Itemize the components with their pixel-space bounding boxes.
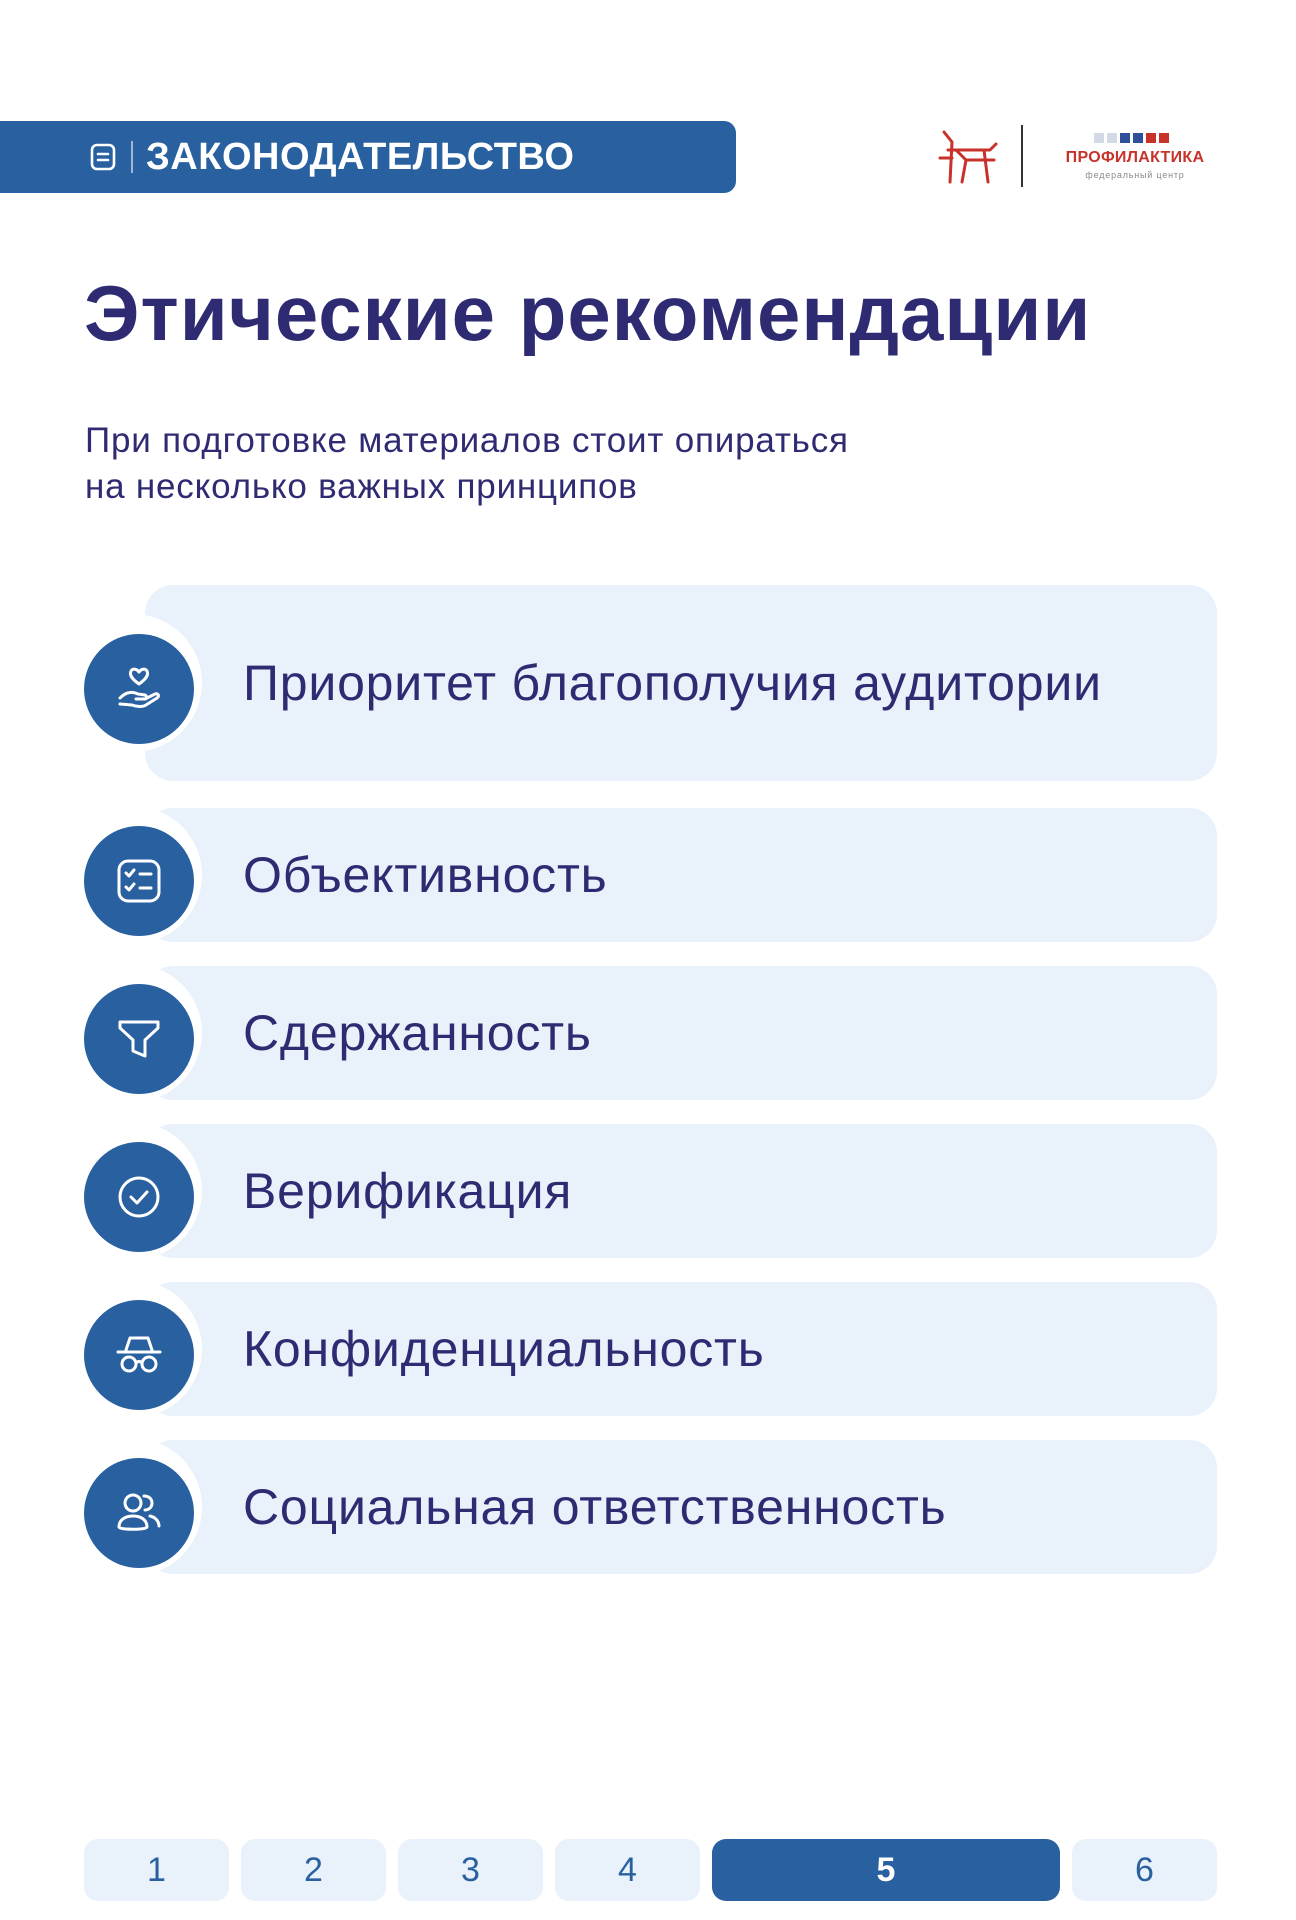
page-button-6[interactable]: 6 <box>1072 1839 1217 1901</box>
principle-label: Верификация <box>243 1163 573 1219</box>
page-button-4[interactable]: 4 <box>555 1839 700 1901</box>
subtitle-line-1: При подготовке материалов стоит опираться <box>85 421 849 460</box>
logo-name: ПРОФИЛАКТИКА <box>1065 149 1205 166</box>
principle-label: Объективность <box>243 847 608 903</box>
pagination <box>0 1839 1296 1901</box>
heart-hand-icon <box>112 662 166 716</box>
principle-card-restraint <box>145 966 1217 1100</box>
principle-card-confidentiality <box>145 1282 1217 1416</box>
logo-subtitle: федеральный центр <box>1085 170 1185 180</box>
page-button-2[interactable]: 2 <box>241 1839 386 1901</box>
subtitle <box>85 418 1065 510</box>
users-icon <box>112 1486 166 1540</box>
logo-squares <box>1094 133 1169 143</box>
chair-logo-icon <box>934 128 1000 184</box>
checklist-icon <box>112 854 166 908</box>
principle-card-objectivity <box>145 808 1217 942</box>
principle-label: Социальная ответственность <box>243 1479 947 1535</box>
principle-card-wellbeing <box>145 585 1217 781</box>
principle-icon-badge <box>64 806 202 944</box>
principle-icon-badge <box>64 1122 202 1260</box>
principle-card-social-responsibility <box>145 1440 1217 1574</box>
profilaktika-logo <box>1050 133 1220 183</box>
principle-icon-badge <box>64 964 202 1102</box>
section-label: ЗАКОНОДАТЕЛЬСТВО <box>146 136 575 178</box>
check-circle-icon <box>112 1170 166 1224</box>
principle-label: Сдержанность <box>243 1005 592 1061</box>
subtitle-line-2: на несколько важных принципов <box>85 467 638 506</box>
section-header <box>0 121 736 193</box>
page-button-5-current[interactable]: 5 <box>712 1839 1060 1901</box>
principle-icon-badge <box>64 614 202 752</box>
principle-label: Конфиденциальность <box>243 1321 765 1377</box>
principle-card-verification <box>145 1124 1217 1258</box>
header-divider <box>131 141 133 173</box>
page-button-1[interactable]: 1 <box>84 1839 229 1901</box>
incognito-icon <box>112 1328 166 1382</box>
principle-label: Приоритет благополучия аудитории <box>243 655 1102 711</box>
document-icon <box>90 143 116 171</box>
page-title: Этические рекомендации <box>84 269 1092 357</box>
filter-icon <box>112 1012 166 1066</box>
logo-divider <box>1021 125 1023 187</box>
principle-icon-badge <box>64 1280 202 1418</box>
principle-icon-badge <box>64 1438 202 1576</box>
page-button-3[interactable]: 3 <box>398 1839 543 1901</box>
